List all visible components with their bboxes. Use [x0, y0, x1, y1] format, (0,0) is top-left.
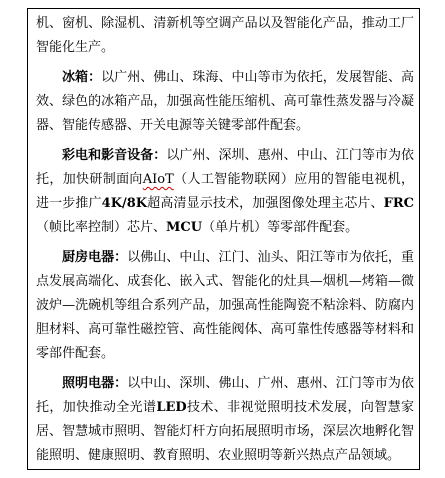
tv-body-3: 超高清显示技术，加强图像处理主芯片、 — [147, 196, 384, 211]
fridge-body: 以广州、佛山、珠海、中山等市为依托，发展智能、高效、绿色的冰箱产品，加强高性能压缩机、高可靠性蒸发器与冷凝器、智能传感器、开关电源等关键零部件配套。 — [36, 70, 414, 133]
kitchen-heading: 厨房电器： — [62, 250, 128, 265]
tv-body-4: （帧比率控制）芯片、 — [36, 220, 167, 235]
tv-paragraph — [36, 144, 414, 240]
tv-body-1: 以广州、深圳、惠州、中山、江门等市为依托，加快研制面向 — [36, 148, 414, 187]
lighting-body-2: 技术、非视觉照明技术发展，向智慧家居、智慧城市照明、智能灯杆方向拓展照明市场，深层次地孵化智能照明、健康照明、教育照明、农业照明等新兴热点产品领域。 — [36, 400, 414, 463]
fridge-paragraph — [36, 66, 414, 138]
lighting-body-1: 以中山、深圳、佛山、广州、惠州、江门等市为依托，加快推动全光谱 — [36, 376, 414, 415]
tv-body-5: （单片机）等零部件配套。 — [202, 220, 359, 235]
frc-term: FRC — [383, 196, 414, 211]
lighting-paragraph — [36, 372, 414, 468]
tv-heading: 彩电和影音设备： — [62, 148, 167, 163]
document-body — [36, 12, 414, 468]
led-term: LED — [156, 400, 187, 415]
kitchen-paragraph — [36, 246, 414, 366]
mcu-term: MCU — [166, 220, 203, 235]
tv-body-2: （人工智能物联网）应用的智能电视机，进一步推广 — [36, 172, 414, 211]
intro-paragraph: 机、窗机、除湿机、清新机等空调产品以及智能化产品，推动工厂智能化生产。 — [36, 16, 414, 55]
aiot-term: AIoT — [142, 172, 174, 187]
resolution-term: 4K/8K — [101, 196, 148, 211]
lighting-heading: 照明电器： — [62, 376, 128, 391]
fridge-heading: 冰箱： — [62, 70, 102, 85]
kitchen-body: 以佛山、中山、江门、汕头、阳江等市为依托，重点发展高端化、成套化、嵌入式、智能化的灶具—烟机—烤箱—微波炉—洗碗机等组合系列产品，加强高性能陶瓷不粘涂料、防腐内胆材料、高可靠性磁控管、高性能阀体、高可靠性传感器等材料和零部件配套。 — [36, 250, 414, 361]
